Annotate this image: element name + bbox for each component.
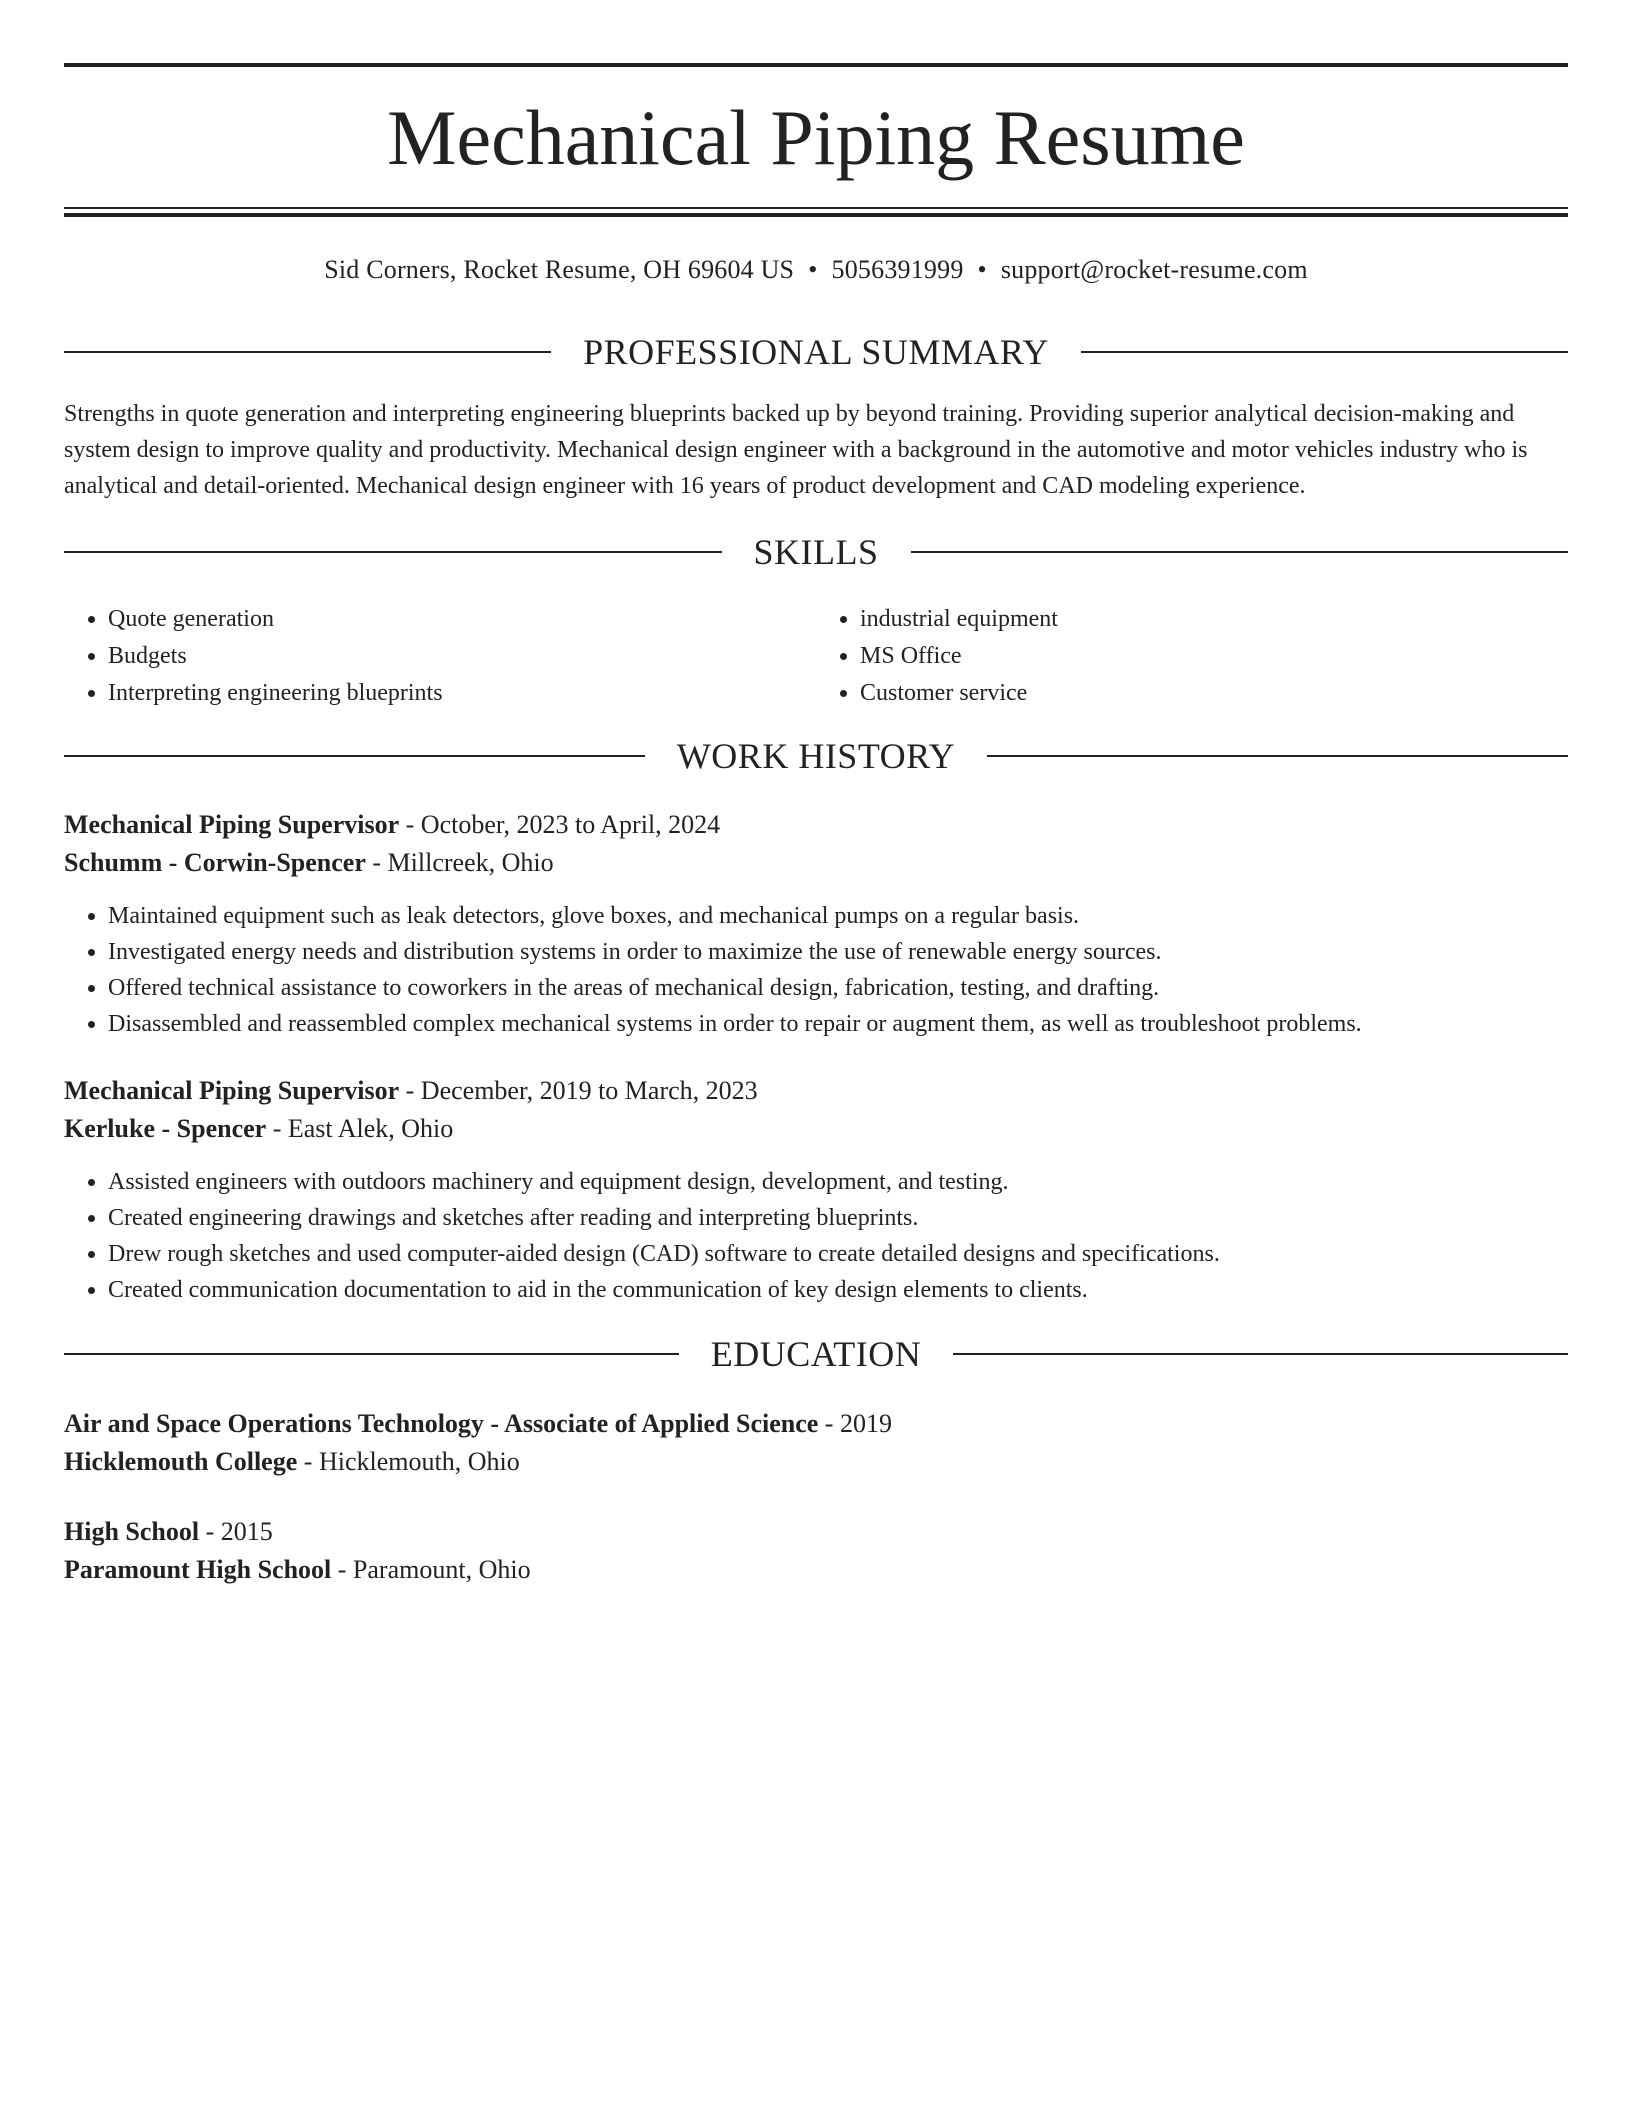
- job-bullet: • Investigated energy needs and distribution systems in order to maximize the use of renewable energy sources.: [108, 934, 1568, 970]
- skills-column-left: [64, 601, 816, 712]
- section-rule: [1081, 351, 1568, 353]
- education-entry: [64, 1405, 1568, 1481]
- skill-item: • industrial equipment: [860, 601, 1568, 638]
- degree-year: 2019: [839, 1409, 892, 1438]
- employer-name: Kerluke - Spencer: [64, 1114, 267, 1143]
- job-heading: [64, 806, 1568, 844]
- employer-line: [64, 1110, 1568, 1148]
- job-dates: December, 2019 to March, 2023: [420, 1076, 758, 1105]
- employer-name: Schumm - Corwin-Spencer: [64, 848, 366, 877]
- dash: -: [199, 1517, 221, 1546]
- section-title-skills: SKILLS: [753, 532, 879, 572]
- section-header-education: [64, 1332, 1568, 1376]
- skill-item: • Budgets: [108, 638, 816, 675]
- section-rule: [64, 351, 551, 353]
- skill-item: • Quote generation: [108, 601, 816, 638]
- work-entry: [64, 1072, 1568, 1308]
- contact-email: support@rocket-resume.com: [1000, 255, 1308, 284]
- skills-list: [64, 601, 1568, 712]
- section-rule: [987, 755, 1568, 757]
- school-name: Hicklemouth College: [64, 1447, 298, 1476]
- degree-name: Air and Space Operations Technology - Associate of Applied Science: [64, 1409, 819, 1438]
- skill-item: • MS Office: [860, 638, 1568, 675]
- section-rule: [64, 755, 645, 757]
- school-line: [64, 1551, 1568, 1589]
- job-bullet: • Offered technical assistance to coworkers in the areas of mechanical design, fabrication, testing, and drafting.: [108, 970, 1568, 1006]
- contact-address: Sid Corners, Rocket Resume, OH 69604 US: [324, 255, 795, 284]
- section-rule: [953, 1353, 1568, 1355]
- job-title: Mechanical Piping Supervisor: [64, 810, 400, 839]
- degree-year: 2015: [220, 1517, 273, 1546]
- education-entry: [64, 1513, 1568, 1589]
- section-title-education: EDUCATION: [710, 1334, 922, 1374]
- section-title-summary: PROFESSIONAL SUMMARY: [583, 332, 1049, 372]
- degree-heading: [64, 1513, 1568, 1551]
- employer-location: East Alek, Ohio: [287, 1114, 454, 1143]
- dash: -: [399, 810, 421, 839]
- section-rule: [64, 551, 722, 553]
- school-name: Paramount High School: [64, 1555, 332, 1584]
- dash: -: [818, 1409, 840, 1438]
- job-dates: October, 2023 to April, 2024: [420, 810, 721, 839]
- dash: -: [331, 1555, 353, 1584]
- job-bullets: [64, 898, 1568, 1042]
- contact-phone: 5056391999: [831, 255, 964, 284]
- job-bullet: • Created engineering drawings and sketches after reading and interpreting blueprints.: [108, 1200, 1568, 1236]
- school-line: [64, 1443, 1568, 1481]
- skills-column-right: [816, 601, 1568, 712]
- resume-title: Mechanical Piping Resume: [387, 94, 1245, 181]
- section-rule: [911, 551, 1569, 553]
- skill-item: • Interpreting engineering blueprints: [108, 675, 816, 712]
- employer-location: Millcreek, Ohio: [387, 848, 554, 877]
- work-entry: [64, 806, 1568, 1042]
- employer-line: [64, 844, 1568, 882]
- summary-text: Strengths in quote generation and interpreting engineering blueprints backed up by beyond training. Providing superior analytical decision-making and system design to improve quality and productivity. Mechanical design engineer with a background in the automotive and motor vehicles industry who is analytical and detail-oriented. Mechanical design engineer with 16 years of product development and CAD modeling experience.: [64, 401, 1528, 499]
- title-double-rule: [64, 207, 1568, 217]
- section-title-work: WORK HISTORY: [676, 736, 956, 776]
- contact-line: [64, 252, 1568, 288]
- top-rule: [64, 63, 1568, 67]
- job-heading: [64, 1072, 1568, 1110]
- dash: -: [365, 848, 388, 877]
- dash: -: [297, 1447, 319, 1476]
- job-bullets: [64, 1164, 1568, 1308]
- job-bullet: • Created communication documentation to aid in the communication of key design elements to clients.: [108, 1272, 1568, 1308]
- section-rule: [64, 1353, 679, 1355]
- degree-heading: [64, 1405, 1568, 1443]
- degree-name: High School: [64, 1517, 200, 1546]
- contact-separator: •: [977, 255, 987, 284]
- section-header-work: [64, 734, 1568, 778]
- contact-separator: •: [808, 255, 818, 284]
- dash: -: [266, 1114, 288, 1143]
- job-bullet: • Disassembled and reassembled complex mechanical systems in order to repair or augment them, as well as troubleshoot problems.: [108, 1006, 1568, 1042]
- section-header-skills: [64, 530, 1568, 574]
- section-header-summary: [64, 330, 1568, 374]
- job-bullet: • Drew rough sketches and used computer-aided design (CAD) software to create detailed designs and specifications.: [108, 1236, 1568, 1272]
- skill-item: • Customer service: [860, 675, 1568, 712]
- school-location: Hicklemouth, Ohio: [318, 1447, 520, 1476]
- job-title: Mechanical Piping Supervisor: [64, 1076, 400, 1105]
- school-location: Paramount, Ohio: [352, 1555, 531, 1584]
- job-bullet: • Maintained equipment such as leak detectors, glove boxes, and mechanical pumps on a regular basis.: [108, 898, 1568, 934]
- job-bullet: • Assisted engineers with outdoors machinery and equipment design, development, and testing.: [108, 1164, 1568, 1200]
- dash: -: [399, 1076, 421, 1105]
